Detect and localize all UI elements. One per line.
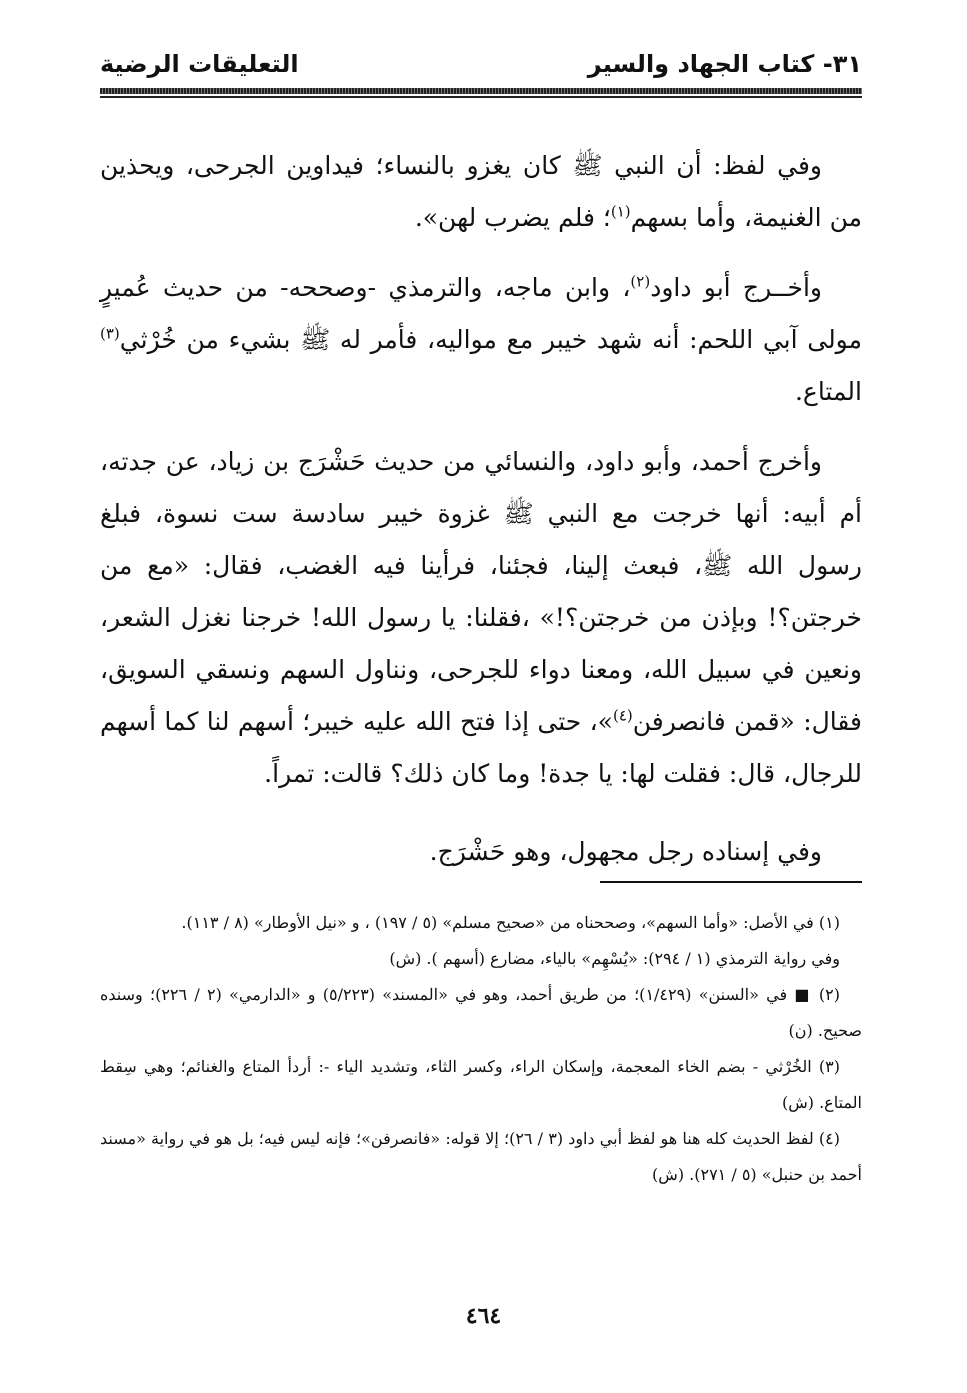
paragraph-2-text-middle: ، وابن ماجه، والترمذي -وصححه- من حديث عُميرٍ مولى آبي اللحم: أنه شهد خيبر مع مواليه، فأمر له ﷺ بشيء من خُرْثي: [100, 273, 862, 354]
header-rule: [100, 96, 862, 98]
paragraph-1-text-end: ؛ فلم يضرب لهن».: [414, 203, 611, 232]
paragraph-4: وفي إسناده رجل مجهول، وهو حَشْرَج.: [429, 837, 822, 866]
running-header: [100, 44, 862, 84]
header-rule-decorative: [100, 88, 862, 94]
main-text: [100, 140, 862, 896]
footnote-1: (١) في الأصل: «وأما السهم»، وصححناه من «صحيح مسلم» (٥ / ١٩٧) ، و «نيل الأوطار» (٨ / ١١٣).: [181, 913, 840, 932]
paragraph-3-text-end: »، حتى إذا فتح الله عليه خيبر؛ أسهم لنا كما أسهم للرجال، قال: فقلت لها: يا جدة! وما كان ذلك؟ قالت: تمراً.: [100, 707, 862, 788]
book-title: التعليقات الرضية: [100, 50, 299, 78]
page-number: ٤٦٤: [465, 1303, 502, 1329]
footnote-3: (٣) الخُرْثي - بضم الخاء المعجمة، وإسكان الراء، وكسر الثاء، وتشديد الياء -: أردأ المتاع والغنائم؛ وهي سِقط المتاع. (ش): [100, 1057, 862, 1112]
footnote-ref-2: (٢): [630, 272, 651, 291]
paragraph-2-text-end: المتاع.: [794, 377, 862, 406]
footnote-ref-1: (١): [610, 202, 631, 221]
footnote-ref-3: (٣): [100, 324, 120, 343]
paragraph-3-text: وأخرج أحمد، وأبو داود، والنسائي من حديث حَشْرَج بن زياد، عن جدته، أم أبيه: أنها خرجت مع النبي ﷺ غزوة خيبر سادسة ست نسوة، فبلغ رسول الله ﷺ، فبعث إلينا، فجئنا، فرأينا فيه الغضب، فقال: «مع من خرجتن؟! وبإذن من خرجتن؟!» ،فقلنا: يا رسول الله! خرجنا نغزل الشعر، ونعين في سبيل الله، ومعنا دواء للجرحى، ونناول السهم ونسقي السويق، فقال: «قمن فانصرفن: [100, 447, 862, 736]
paragraph-3: [100, 436, 862, 800]
footnote-separator: [600, 881, 862, 883]
footnote-2: (٢) ■ في «السنن» (١/٤٢٩)؛ من طريق أحمد، وهو في «المسند» (٥/٢٢٣) و «الدارمي» (٢ / ٢٢٦)؛ وسنده صحيح. (ن): [100, 985, 862, 1040]
footnote-1-continued: وفي رواية الترمذي (١ / ٢٩٤): «يُسْهِم» بالياء، مضارع (أسهم ). (ش): [389, 949, 840, 968]
footnotes: [100, 905, 862, 1193]
footnote-ref-4: (٤): [612, 706, 633, 725]
footnote-4: (٤) لفظ الحديث كله هنا هو لفظ أبي داود (٣ / ٢٦)؛ إلا قوله: «فانصرفن»؛ فإنه ليس فيه؛ بل هو في رواية «مسند أحمد بن حنبل» (٥ / ٢٧١). (ش): [100, 1129, 862, 1184]
chapter-title: ٣١- كتاب الجهاد والسير: [587, 50, 862, 78]
paragraph-2: [100, 262, 862, 418]
paragraph-1: [100, 140, 862, 244]
paragraph-2-text: وأخــرج أبو داود: [650, 273, 822, 302]
paragraph-1-text: وفي لفظ: أن النبي ﷺ كان يغزو بالنساء؛ فيداوين الجرحى، ويحذين من الغنيمة، وأما بسهم: [100, 151, 862, 232]
